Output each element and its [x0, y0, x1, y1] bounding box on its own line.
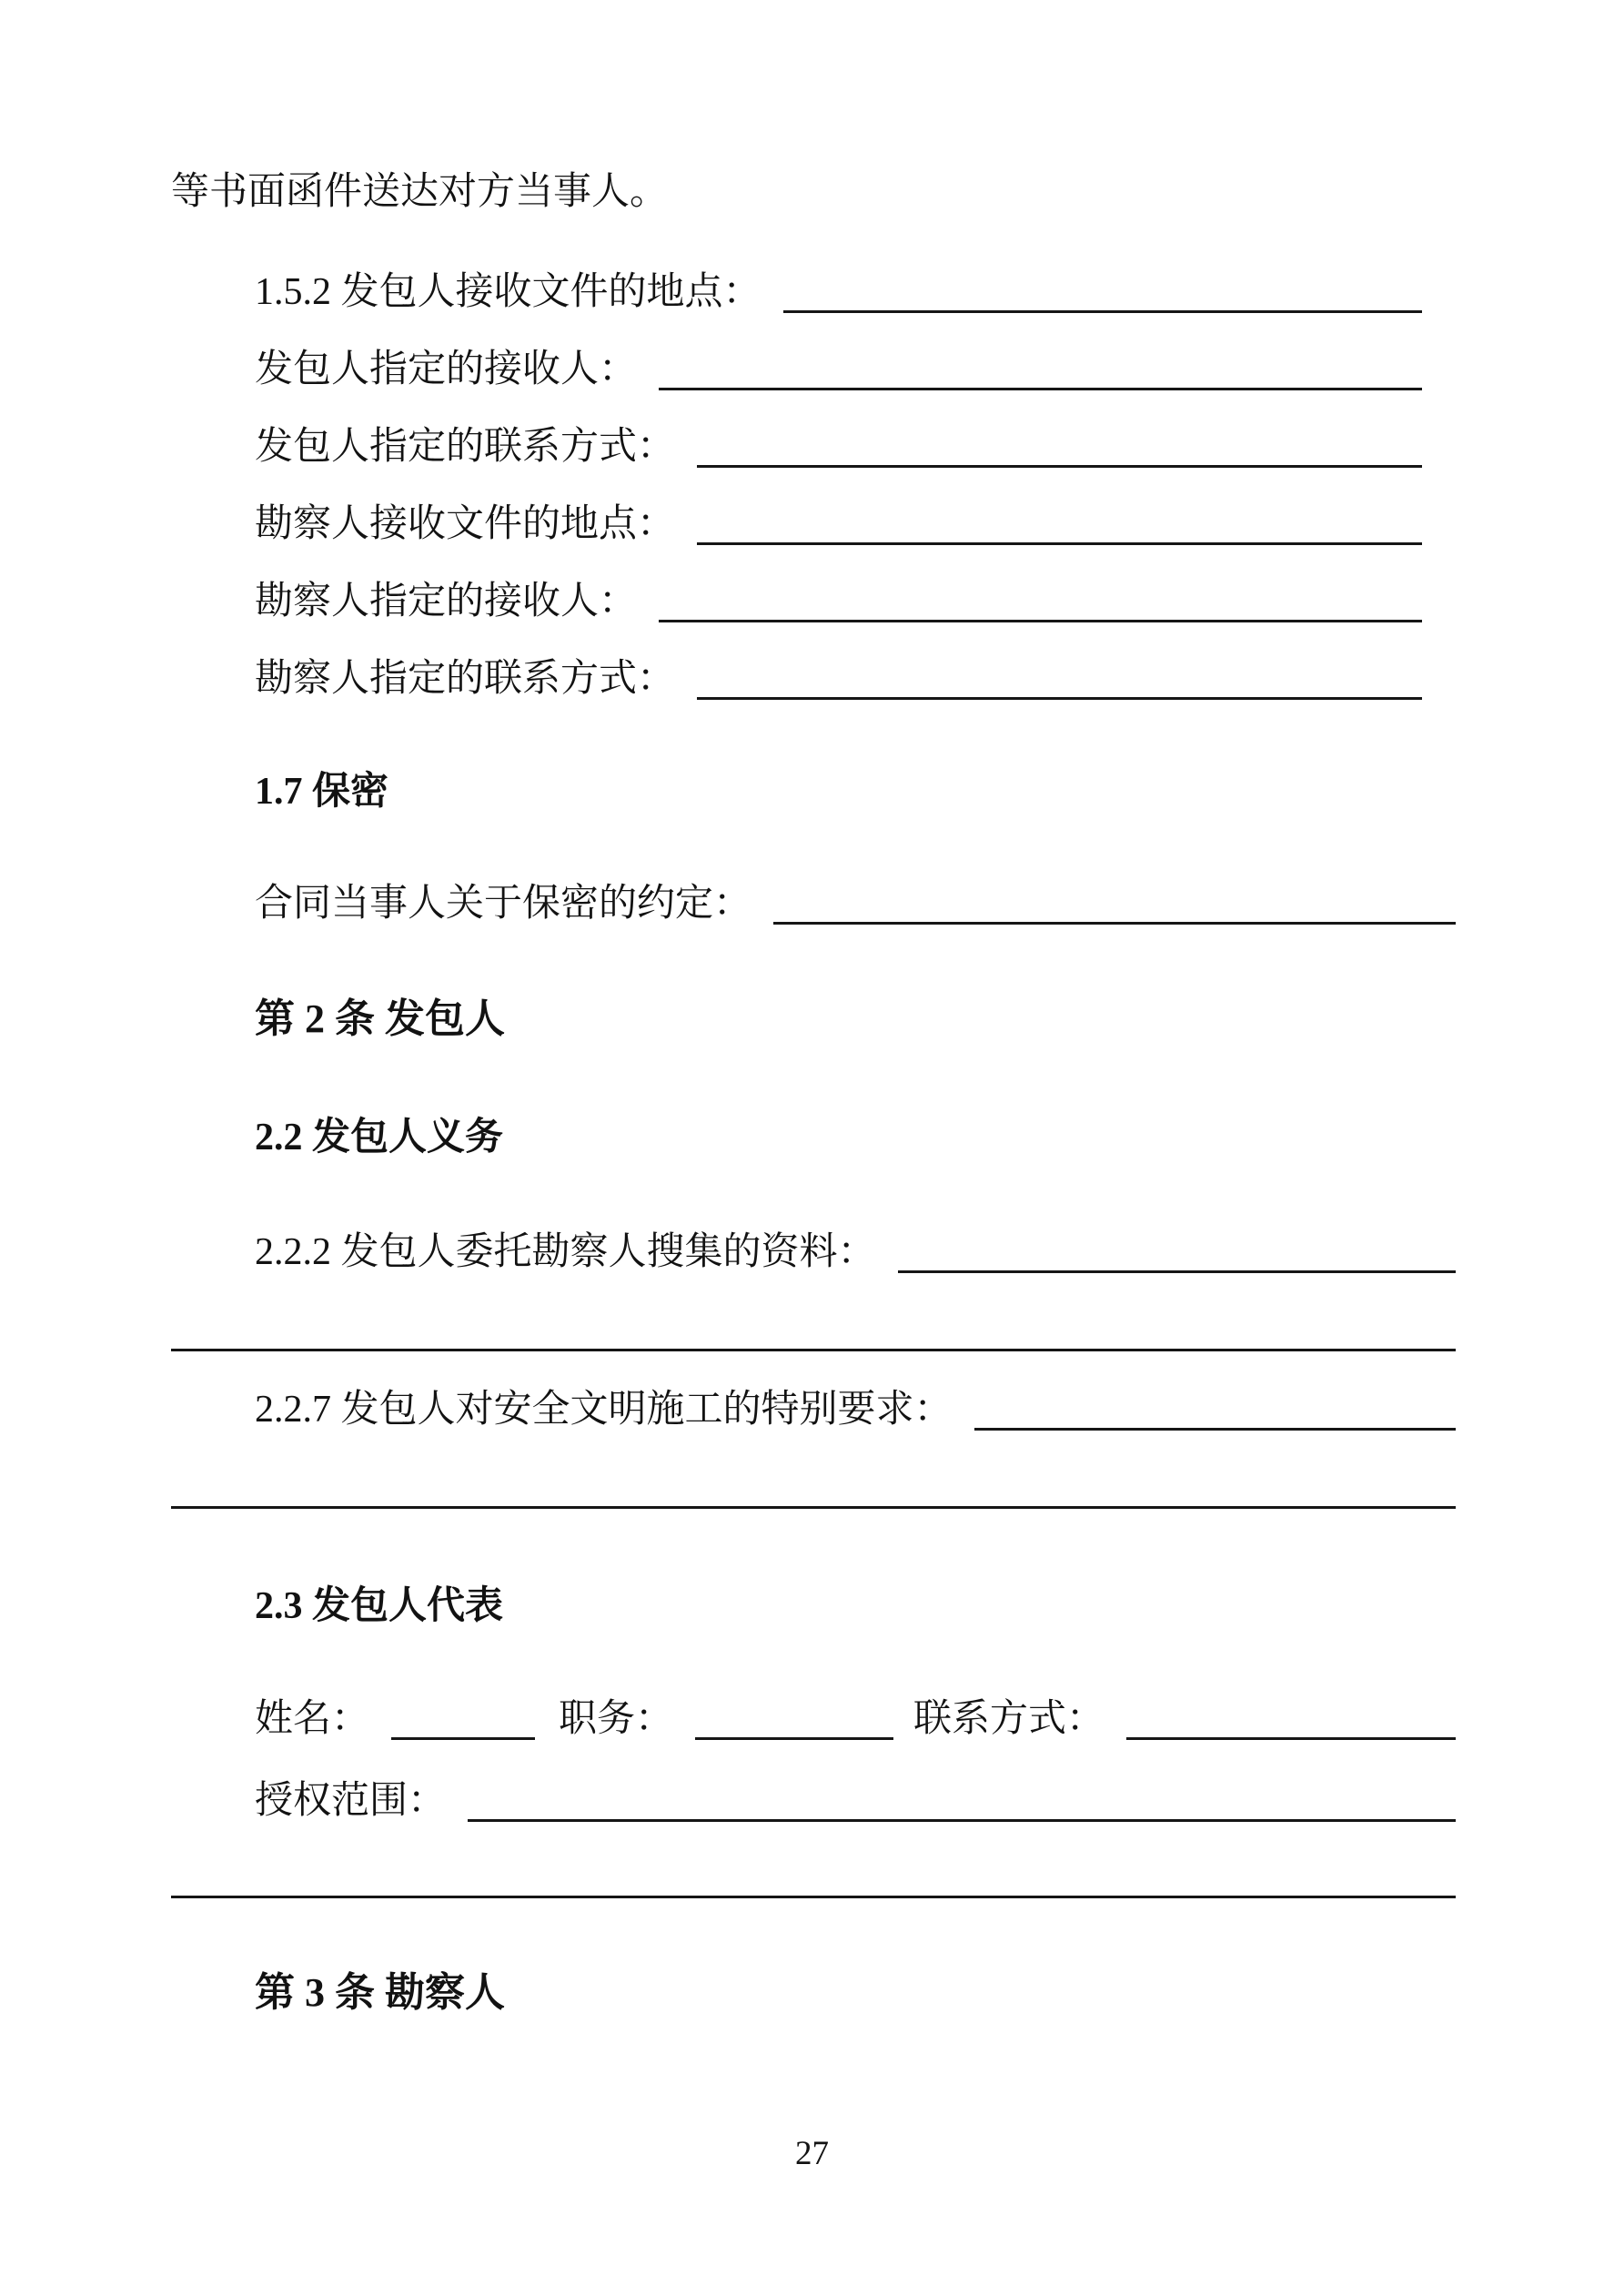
blank-2-2-2[interactable]	[898, 1226, 1456, 1273]
blank-representative-name[interactable]	[391, 1693, 535, 1740]
fill-line-label: 勘察人接收文件的地点：	[255, 503, 676, 545]
heading-article-2: 第 2 条 发包人	[255, 996, 505, 1041]
fill-line-label: 1.5.2 发包人接收文件的地点：	[255, 271, 762, 313]
representative-title-label: 职务：	[559, 1698, 674, 1740]
fill-line-label: 合同当事人关于保密的约定：	[255, 883, 752, 925]
representative-contact-label: 联系方式：	[913, 1698, 1105, 1740]
fill-line-employer-contact	[171, 420, 1422, 473]
fill-line-label: 勘察人指定的联系方式：	[255, 658, 676, 700]
heading-section-2-3: 2.3 发包人代表	[255, 1585, 504, 1627]
blank-surveyor-receive-location[interactable]	[697, 498, 1422, 545]
fill-line-surveyor-receive-location	[171, 498, 1422, 551]
blank-confidentiality-agreement[interactable]	[773, 877, 1456, 925]
blank-representative-contact[interactable]	[1126, 1693, 1456, 1740]
blank-surveyor-receiver[interactable]	[659, 575, 1422, 622]
fill-line-confidentiality	[171, 877, 1456, 930]
paragraph-continuation-text: 等书面函件送达对方当事人。	[171, 171, 669, 213]
fill-line-label: 2.2.7 发包人对安全文明施工的特别要求：	[255, 1389, 953, 1431]
blank-surveyor-contact[interactable]	[697, 652, 1422, 700]
blank-continuation-2-2-7[interactable]	[171, 1506, 1456, 1509]
fill-line-2-2-7	[171, 1383, 1456, 1436]
page-number: 27	[795, 2135, 829, 2172]
paragraph-continuation	[171, 166, 1456, 218]
fill-line-label: 2.2.2 发包人委托勘察人搜集的资料：	[255, 1231, 876, 1273]
blank-authorization-scope[interactable]	[468, 1775, 1456, 1822]
blank-employer-receive-location[interactable]	[783, 266, 1422, 313]
fill-line-employer-receive-location	[171, 266, 1422, 319]
fill-line-2-2-2	[171, 1226, 1456, 1279]
heading-article-3: 第 3 条 勘察人	[255, 1970, 505, 2015]
fill-line-label: 发包人指定的联系方式：	[255, 426, 676, 468]
fill-line-authorization-scope	[171, 1775, 1456, 1827]
representative-name-label: 姓名：	[255, 1698, 370, 1740]
fill-line-label: 勘察人指定的接收人：	[255, 581, 638, 622]
fill-line-representative	[171, 1693, 1456, 1745]
heading-section-1-7: 1.7 保密	[255, 771, 389, 813]
blank-employer-receiver[interactable]	[659, 343, 1422, 390]
blank-employer-contact[interactable]	[697, 420, 1422, 468]
authorization-scope-label: 授权范围：	[255, 1780, 447, 1822]
fill-line-label: 发包人指定的接收人：	[255, 349, 638, 390]
blank-representative-title[interactable]	[695, 1693, 893, 1740]
fill-line-surveyor-receiver	[171, 575, 1422, 628]
fill-line-surveyor-contact	[171, 652, 1422, 705]
blank-2-2-7[interactable]	[974, 1383, 1456, 1431]
blank-continuation-2-2-2[interactable]	[171, 1349, 1456, 1351]
fill-line-employer-receiver	[171, 343, 1422, 396]
blank-continuation-authorization-scope[interactable]	[171, 1896, 1456, 1898]
heading-section-2-2: 2.2 发包人义务	[255, 1117, 504, 1158]
